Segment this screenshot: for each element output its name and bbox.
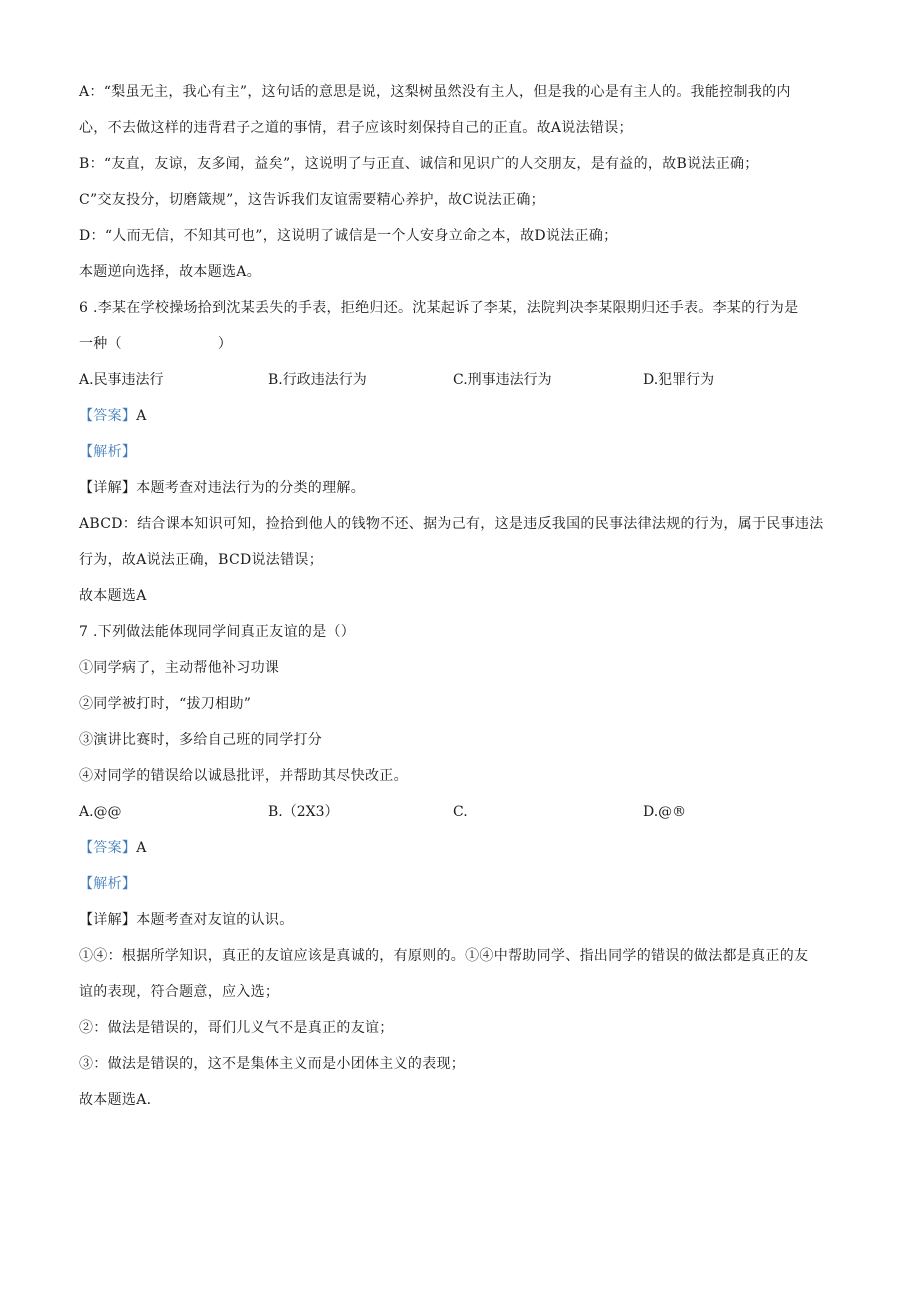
- question-6-option-a: A.民事违法行: [79, 372, 164, 388]
- analysis-option-b-line: B：“友直，友谅，友多闻，益矣”，这说明了与正直、诚信和见识广的人交朋友，是有益的，故B说法正确；: [79, 156, 759, 172]
- question-7-analysis-tag: 【解析】: [79, 876, 137, 892]
- question-7-item-4: ④对同学的错误给以诚恳批评，并帮助其尽快改正。: [79, 768, 408, 784]
- question-7-explain-line-1: ①④：根据所学知识，真正的友谊应该是真诚的，有原则的。①④中帮助同学、指出同学的错误的做法都是真正的友: [79, 948, 809, 964]
- question-7-item-2: ②同学被打时，“拔刀相助”: [79, 696, 252, 712]
- question-6-conclusion: 故本题选A: [79, 588, 147, 604]
- question-6-stem-line-2: [79, 326, 839, 362]
- question-7-answer: [79, 830, 839, 866]
- question-7-conclusion: 故本题选A.: [79, 1092, 152, 1108]
- answer-tag: 【答案】: [79, 840, 137, 856]
- analysis-option-d-line: D：“人而无信，不知其可也”，这说明了诚信是一个人安身立命之本，故D说法正确；: [79, 228, 618, 244]
- question-6-options: [79, 362, 839, 398]
- question-6-analysis-tag: 【解析】: [79, 444, 137, 460]
- analysis-option-a-line-1: A：“梨虽无主，我心有主”，这句话的意思是说，这梨树虽然没有主人，但是我的心是有主人的。我能控制我的内: [79, 84, 791, 100]
- question-7-options: [79, 794, 839, 830]
- question-6-option-c: C.刑事违法行为: [453, 372, 552, 388]
- question-7-stem: 7 .下列做法能体现同学间真正友谊的是（）: [79, 624, 356, 640]
- question-7-item-1: ①同学病了，主动帮他补习功课: [79, 660, 280, 676]
- question-6-option-b: B.行政违法行为: [268, 372, 367, 388]
- question-6-answer: [79, 398, 839, 434]
- question-7-option-b: B.（2X3）: [268, 804, 339, 820]
- question-6-detail: 【详解】本题考查对违法行为的分类的理解。: [79, 480, 365, 496]
- analysis-option-a-line-2: 心，不去做这样的违背君子之道的事情，君子应该时刻保持自己的正直。故A说法错误；: [79, 120, 633, 136]
- question-7-detail: 【详解】本题考查对友谊的认识。: [79, 912, 294, 928]
- question-7-item-3: ③演讲比赛时，多给自己班的同学打分: [79, 732, 323, 748]
- answer-value: A: [136, 408, 147, 424]
- question-7-option-c: C.: [453, 804, 468, 820]
- question-7-explain-line-2: 谊的表现，符合题意，应入选；: [79, 984, 280, 1000]
- question-7-option-a: A.@@: [79, 804, 122, 820]
- question-6-option-d: D.犯罪行为: [643, 372, 715, 388]
- document-page: [79, 74, 839, 1118]
- answer-value: A: [136, 840, 147, 856]
- answer-tag: 【答案】: [79, 408, 137, 424]
- question-6-explain-line-1: ABCD：结合课本知识可知，捡拾到他人的钱物不还、据为己有，这是违反我国的民事法律法规的行为，属于民事违法: [79, 516, 824, 532]
- question-6-stem-end: ）: [217, 336, 233, 352]
- question-6-stem-line-1: 6 .李某在学校操场拾到沈某丢失的手表，拒绝归还。沈某起诉了李某，法院判决李某限期归还手表。李某的行为是: [79, 300, 799, 316]
- question-7-option-d: D.@®: [643, 804, 687, 820]
- previous-question-conclusion: 本题逆向选择，故本题选A。: [79, 264, 262, 280]
- question-7-explain-line-3: ②：做法是错误的，哥们儿义气不是真正的友谊；: [79, 1020, 394, 1036]
- question-6-explain-line-2: 行为，故A说法正确，BCD说法错误；: [79, 552, 323, 568]
- question-6-stem-start: 一种（: [79, 336, 122, 352]
- analysis-option-c-line: C”交友投分，切磨箴规”，这告诉我们友谊需要精心养护，故C说法正确；: [79, 192, 545, 208]
- question-7-explain-line-4: ③：做法是错误的，这不是集体主义而是小团体主义的表现；: [79, 1056, 466, 1072]
